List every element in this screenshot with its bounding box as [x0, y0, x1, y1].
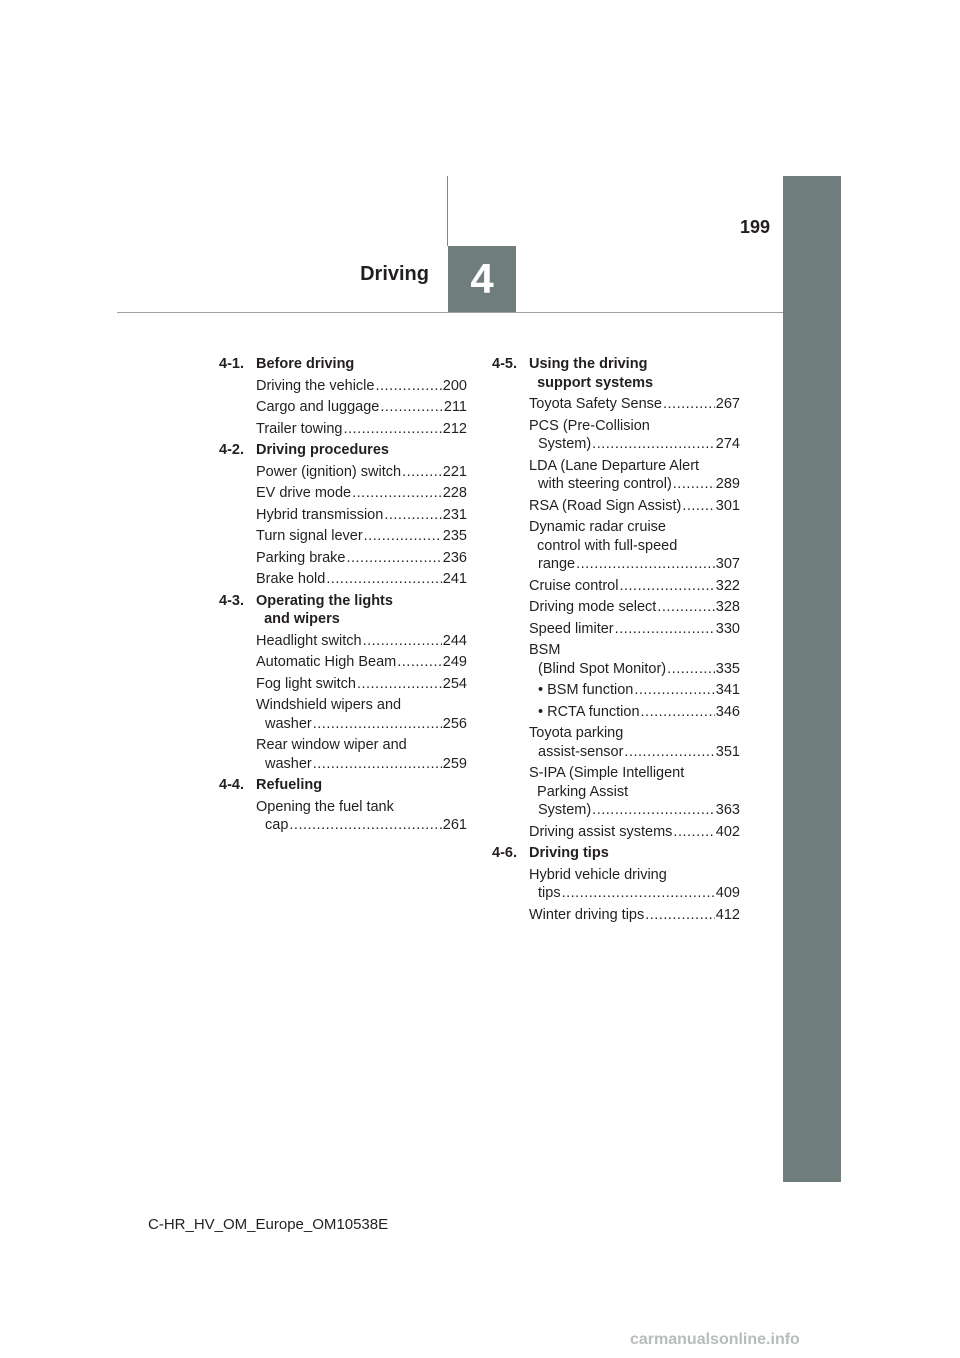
entry-title-line: Toyota parking — [529, 725, 624, 741]
entry-title: Power (ignition) switch — [256, 463, 402, 480]
entry-title: Driving the vehicle — [256, 377, 375, 394]
section-title: Before driving — [256, 356, 355, 372]
dot-leader — [313, 755, 442, 774]
entry-leader-line — [529, 801, 740, 820]
entry-page-number: 330 — [715, 620, 740, 637]
section-number: 4-6. — [492, 845, 517, 861]
dot-leader — [673, 475, 715, 494]
entry-leader-line — [256, 675, 467, 694]
document-code: C-HR_HV_OM_Europe_OM10538E — [148, 1216, 389, 1233]
entry-leader-line — [256, 816, 467, 835]
dot-leader — [397, 653, 442, 672]
toc-entry-link[interactable] — [529, 497, 740, 516]
dot-leader — [363, 632, 442, 651]
section-number: 4-1. — [219, 356, 244, 372]
section-number: 4-2. — [219, 442, 244, 458]
dot-leader — [682, 497, 714, 516]
dot-leader — [576, 555, 715, 574]
entry-title-line: S-IPA (Simple Intelligent — [529, 765, 685, 781]
entry-page-number: 341 — [715, 682, 740, 698]
toc-entry-link[interactable] — [256, 798, 467, 835]
dot-leader — [346, 549, 441, 568]
entry-title: Toyota Safety Sense — [529, 396, 662, 412]
entry-page-number: 236 — [442, 549, 467, 566]
entry-leader-line — [256, 484, 467, 503]
toc-entry-link[interactable] — [256, 653, 467, 672]
dot-leader — [375, 377, 441, 396]
entry-page-number: 221 — [442, 463, 467, 480]
toc-entry-link[interactable] — [529, 724, 740, 761]
entry-leader-line — [256, 715, 467, 734]
entry-page-number: 256 — [442, 715, 467, 732]
dot-leader — [619, 577, 714, 596]
entry-title: Cruise control — [529, 577, 619, 594]
toc-entry-link[interactable] — [256, 463, 467, 482]
dot-leader — [657, 598, 714, 617]
entry-title: Trailer towing — [256, 420, 343, 437]
entry-leader-line — [256, 463, 467, 482]
entry-page-number: 249 — [442, 654, 467, 670]
dot-leader — [615, 620, 715, 639]
entry-page-number: 412 — [715, 906, 740, 923]
dot-leader — [634, 681, 714, 700]
entry-title: Turn signal lever — [256, 528, 363, 544]
dot-leader — [645, 906, 715, 925]
section-title: Driving procedures — [256, 442, 389, 458]
entry-title: • RCTA function — [538, 703, 640, 720]
toc-entry-link[interactable] — [256, 736, 467, 773]
entry-page-number: 261 — [442, 817, 467, 833]
entry-title: (Blind Spot Monitor) — [538, 660, 667, 677]
chapter-title: Driving — [360, 263, 429, 285]
entry-leader-line — [529, 598, 740, 617]
entry-leader-line — [256, 570, 467, 589]
header-horizontal-rule — [117, 312, 783, 313]
entry-leader-line — [529, 660, 740, 679]
entry-leader-line — [256, 549, 467, 568]
entry-page-number: 244 — [442, 632, 467, 649]
entry-title-line: Parking Assist — [529, 783, 629, 800]
section-number: 4-4. — [219, 777, 244, 793]
entry-title: cap — [265, 817, 289, 833]
entry-title: Driving assist systems — [529, 823, 673, 840]
entry-title: Speed limiter — [529, 620, 614, 637]
toc-entry-link[interactable] — [256, 377, 467, 396]
dot-leader — [592, 435, 715, 454]
entry-title-line: Hybrid vehicle driving — [529, 866, 667, 883]
entry-title-line: PCS (Pre-Collision — [529, 417, 650, 434]
entry-page-number: 335 — [715, 660, 740, 677]
entry-title: washer — [265, 755, 312, 772]
section-number: 4-5. — [492, 356, 517, 372]
entry-page-number: 409 — [715, 885, 740, 901]
toc-entry-link[interactable] — [256, 527, 467, 546]
entry-title: EV drive mode — [256, 485, 352, 501]
toc-entry-link[interactable] — [529, 598, 740, 617]
dot-leader — [592, 801, 715, 820]
entry-title: Winter driving tips — [529, 906, 645, 923]
toc-entry-link[interactable] — [529, 417, 740, 454]
dot-leader — [641, 703, 715, 722]
entry-page-number: 301 — [715, 497, 740, 514]
section-number: 4-3. — [219, 592, 244, 609]
entry-title: Brake hold — [256, 571, 326, 587]
entry-page-number: 254 — [442, 675, 467, 692]
entry-title: washer — [265, 715, 312, 732]
toc-section-heading — [219, 441, 467, 460]
entry-page-number: 259 — [442, 755, 467, 772]
entry-page-number: 235 — [442, 528, 467, 544]
entry-leader-line — [529, 577, 740, 596]
dot-leader — [624, 743, 714, 762]
section-title: Using the driving support systems — [529, 356, 654, 391]
entry-leader-line — [529, 823, 740, 842]
toc-entry-link[interactable] — [529, 518, 740, 574]
toc-entry-link[interactable] — [256, 398, 467, 417]
toc-entry-link[interactable] — [529, 703, 740, 722]
entry-page-number: 402 — [715, 823, 740, 840]
entry-title: • BSM function — [538, 682, 634, 698]
entry-leader-line — [256, 420, 467, 439]
entry-title: Driving mode select — [529, 599, 657, 615]
dot-leader — [380, 398, 443, 417]
entry-page-number: 212 — [442, 420, 467, 437]
entry-leader-line — [256, 506, 467, 525]
toc-entry-link[interactable] — [529, 906, 740, 925]
entry-title: range — [538, 556, 576, 572]
entry-leader-line — [256, 632, 467, 651]
dot-leader — [562, 884, 715, 903]
entry-leader-line — [529, 906, 740, 925]
toc-entry-link[interactable] — [529, 577, 740, 596]
entry-leader-line — [256, 653, 467, 672]
entry-title: System) — [538, 802, 592, 818]
entry-leader-line — [529, 435, 740, 454]
toc-section-heading — [492, 844, 740, 863]
dot-leader — [313, 715, 442, 734]
entry-page-number: 307 — [715, 556, 740, 572]
toc-entry-link[interactable] — [256, 696, 467, 733]
toc-entry-link[interactable] — [256, 675, 467, 694]
toc-entry-link[interactable] — [529, 620, 740, 639]
page-number: 199 — [740, 217, 771, 237]
entry-page-number: 363 — [715, 802, 740, 818]
toc-section-heading — [219, 592, 467, 629]
entry-leader-line — [529, 743, 740, 762]
entry-leader-line — [529, 555, 740, 574]
toc-entry-link[interactable] — [256, 632, 467, 651]
entry-title: Automatic High Beam — [256, 654, 397, 670]
dot-leader — [384, 506, 441, 525]
entry-leader-line — [256, 377, 467, 396]
entry-page-number: 241 — [442, 571, 467, 587]
entry-title-line: LDA (Lane Departure Alert — [529, 457, 700, 474]
section-title: Driving tips — [529, 845, 609, 861]
entry-leader-line — [529, 475, 740, 494]
section-title: Refueling — [256, 777, 323, 793]
toc-entry-link[interactable] — [256, 549, 467, 568]
entry-title: RSA (Road Sign Assist) — [529, 497, 682, 514]
entry-page-number: 322 — [715, 577, 740, 594]
entry-leader-line — [256, 398, 467, 417]
entry-leader-line — [529, 497, 740, 516]
entry-title-line: Windshield wipers and — [256, 697, 402, 713]
entry-page-number: 228 — [442, 485, 467, 501]
entry-page-number: 351 — [715, 743, 740, 760]
chapter-number-box: 4 — [448, 246, 516, 312]
entry-leader-line — [529, 703, 740, 722]
entry-page-number: 231 — [442, 506, 467, 523]
toc-section-heading — [219, 776, 467, 795]
entry-title: Cargo and luggage — [256, 399, 380, 415]
toc-entry-link[interactable] — [256, 506, 467, 525]
toc-entry-link[interactable] — [256, 484, 467, 503]
entry-title: with steering control) — [538, 476, 672, 492]
entry-leader-line — [529, 681, 740, 700]
toc-column-right — [492, 355, 740, 927]
toc-entry-link[interactable] — [529, 866, 740, 903]
entry-title-line: Dynamic radar cruise — [529, 519, 666, 535]
entry-title-line: Rear window wiper and — [256, 737, 407, 753]
entry-title-line: BSM — [529, 642, 561, 658]
toc-entry-link[interactable] — [529, 457, 740, 494]
entry-leader-line — [256, 527, 467, 546]
dot-leader — [326, 570, 441, 589]
entry-title: Parking brake — [256, 549, 346, 566]
toc-entry-link[interactable] — [529, 681, 740, 700]
entry-title-line: Opening the fuel tank — [256, 798, 394, 815]
entry-page-number: 346 — [715, 703, 740, 720]
dot-leader — [364, 527, 442, 546]
dot-leader — [673, 823, 714, 842]
toc-entry-link[interactable] — [529, 641, 740, 678]
entry-leader-line — [529, 884, 740, 903]
toc-section-heading — [219, 355, 467, 374]
chapter-side-tab — [783, 176, 841, 1182]
toc-entry-link[interactable] — [529, 823, 740, 842]
toc-section-heading — [492, 355, 740, 392]
entry-title: Hybrid transmission — [256, 506, 384, 523]
toc-entry-link[interactable] — [256, 420, 467, 439]
entry-page-number: 328 — [715, 599, 740, 615]
toc-column-left — [219, 355, 467, 838]
entry-leader-line — [529, 620, 740, 639]
dot-leader — [402, 463, 442, 482]
header-vertical-rule — [447, 176, 448, 246]
entry-title: Fog light switch — [256, 675, 356, 692]
entry-page-number: 200 — [442, 377, 467, 394]
dot-leader — [667, 660, 715, 679]
dot-leader — [663, 395, 715, 414]
dot-leader — [352, 484, 442, 503]
entry-title: Headlight switch — [256, 632, 362, 649]
entry-title: tips — [538, 885, 561, 901]
entry-title-line: control with full-speed — [529, 537, 678, 554]
entry-leader-line — [256, 755, 467, 774]
entry-title: assist-sensor — [538, 743, 624, 760]
entry-title: System) — [538, 436, 592, 452]
toc-entry-link[interactable] — [529, 395, 740, 414]
entry-page-number: 289 — [715, 476, 740, 492]
toc-entry-link[interactable] — [256, 570, 467, 589]
dot-leader — [357, 675, 442, 694]
entry-page-number: 267 — [715, 396, 740, 412]
watermark: carmanualsonline.info — [630, 1331, 800, 1348]
section-title: Operating the lights and wipers — [256, 592, 393, 627]
entry-leader-line — [529, 395, 740, 414]
toc-entry-link[interactable] — [529, 764, 740, 820]
entry-page-number: 274 — [715, 436, 740, 452]
dot-leader — [344, 420, 442, 439]
dot-leader — [289, 816, 441, 835]
entry-page-number: 211 — [443, 399, 467, 415]
